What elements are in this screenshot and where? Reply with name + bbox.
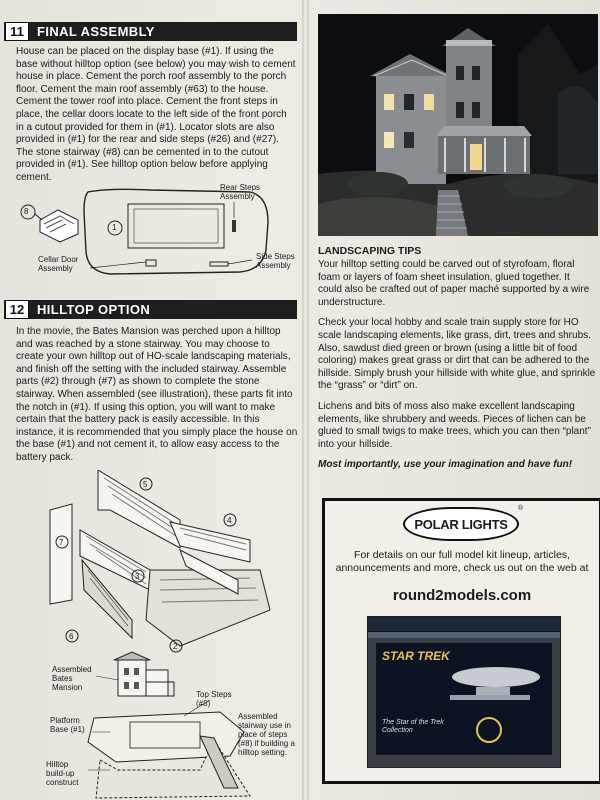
callout-2-label: 2: [173, 642, 178, 651]
bates-mansion-photo: [318, 14, 598, 236]
page-fold: [302, 0, 309, 800]
polar-lights-ad: [322, 498, 600, 784]
section-title: HILLTOP OPTION: [37, 302, 151, 317]
section-number: 11: [5, 22, 29, 41]
stone-stairway-part: [40, 210, 78, 242]
section-11-header: [4, 22, 297, 41]
hilltop-paragraph: In the movie, the Bates Mansion was perched upon a hilltop and was reached by a stone stairway. You may choose to create your own hilltop out of HO-scale landscaping materials, and finish off the setting with the included stairway. Assemble parts (#2) through (#7) as shown to complete the stone stairway. When assembled (see illustration), these parts fit into the notch in (#1). If using this option, you will want to make certain that the battery pack is easily accessible. In this instance, it is recommended that you simply place the house on the base (#1) and not cement it, to allow easy access to the battery pack.: [16, 326, 298, 463]
side-steps-label: Side Steps Assembly: [256, 252, 295, 270]
site-caption: The Star of the Trek Collection: [382, 719, 444, 734]
final-assembly-paragraph: House can be placed on the display base (#1). If using the base without hilltop option (see below) you may wish to cement house in place. Cement the porch roof assembly to the porch floor. Cement the main roof assembly (#63) to the house. Cement the tower roof into place. Cement the front steps in place, the cellar doors locate to the left side of the front porch in a cutout provided for them in (#1). Locator slots are also provided in (#1) for the rear and side steps (#26) and (#27). The stone stairway (#8) can be cemented in to the cutout provided in (#1). See hilltop option below before applying cement.: [16, 46, 296, 183]
section-title: FINAL ASSEMBLY: [37, 24, 155, 39]
landscaping-section: [318, 245, 596, 472]
landscaping-p2: Check your local hobby and scale train supply store for HO scale landscaping elements, like grass, dirt, trees and shrubs. Also, sawdust died green or brown (using a little bit of food coloring) makes great grass or dirt that can be adhered to the hillside. Simply brush your hillside with white glue, and sprinkle the “grass” or “dirt” on.: [318, 317, 596, 392]
hilltop-label: Hilltop build-up construct: [46, 760, 79, 787]
landscaping-p1: Your hilltop setting could be carved out of styrofoam, floral foam or layers of foam sheet insulation, glued together. It could also be crafted out of paper maché supported by a wire understructure.: [318, 259, 590, 308]
registered-mark: ®: [518, 505, 524, 512]
site-brand: STAR TREK: [382, 649, 450, 663]
stair-part-7: [50, 504, 72, 604]
side-steps-slot: [210, 262, 228, 266]
website-screenshot: [367, 616, 561, 768]
rear-steps-label: Rear Steps Assembly: [220, 183, 261, 201]
platform-base-label: Platform Base (#1): [50, 716, 85, 734]
callout-3-label: 3: [135, 572, 140, 581]
cellar-door-label: Cellar Door Assembly: [38, 255, 79, 273]
section-12-text: [16, 326, 298, 465]
part-8-label: 8: [24, 207, 29, 216]
callout-7-label: 7: [59, 538, 64, 547]
house-footprint-inner: [134, 209, 218, 243]
top-steps-label: Top Steps (#8): [196, 690, 232, 708]
logo-text: POLAR LIGHTS: [414, 516, 508, 532]
assembled-mansion-sketch: [114, 652, 174, 696]
landscaping-p4: Most importantly, use your imagination and have fun!: [318, 459, 573, 471]
assembled-mansion-label: Assembled Bates Mansion: [52, 665, 92, 692]
cellar-door-cutout: [146, 260, 156, 266]
anniversary-badge: [476, 717, 502, 743]
polar-lights-logo: [403, 507, 519, 541]
section-number: 12: [5, 300, 29, 319]
callout-6-label: 6: [69, 632, 74, 641]
house-footprint: [128, 204, 224, 248]
section-12-header: [4, 300, 297, 319]
website-link[interactable]: round2models.com: [392, 587, 532, 604]
rear-steps-slot: [232, 220, 236, 232]
ad-text: For details on our full model kit lineup, articles, announcements and more, check us out on the web at: [335, 549, 589, 574]
callout-4-label: 4: [227, 516, 232, 525]
callout-5-label: 5: [143, 480, 148, 489]
landscaping-p3: Lichens and bits of moss also make excellent landscaping elements, like shrubbery and weeds. Pieces of lichen can be glued to small twigs to make trees, which you can then “plant” into your hillside.: [318, 400, 591, 450]
section-11-text: [16, 46, 296, 185]
landscaping-title: LANDSCAPING TIPS: [318, 245, 422, 257]
part-1-label: 1: [112, 223, 117, 232]
assembled-stairway-label: Assembled stairway use in place of steps (#8) if building a hilltop setting.: [238, 712, 295, 757]
starship-icon: [436, 661, 546, 711]
stair-part-2: [146, 570, 270, 646]
